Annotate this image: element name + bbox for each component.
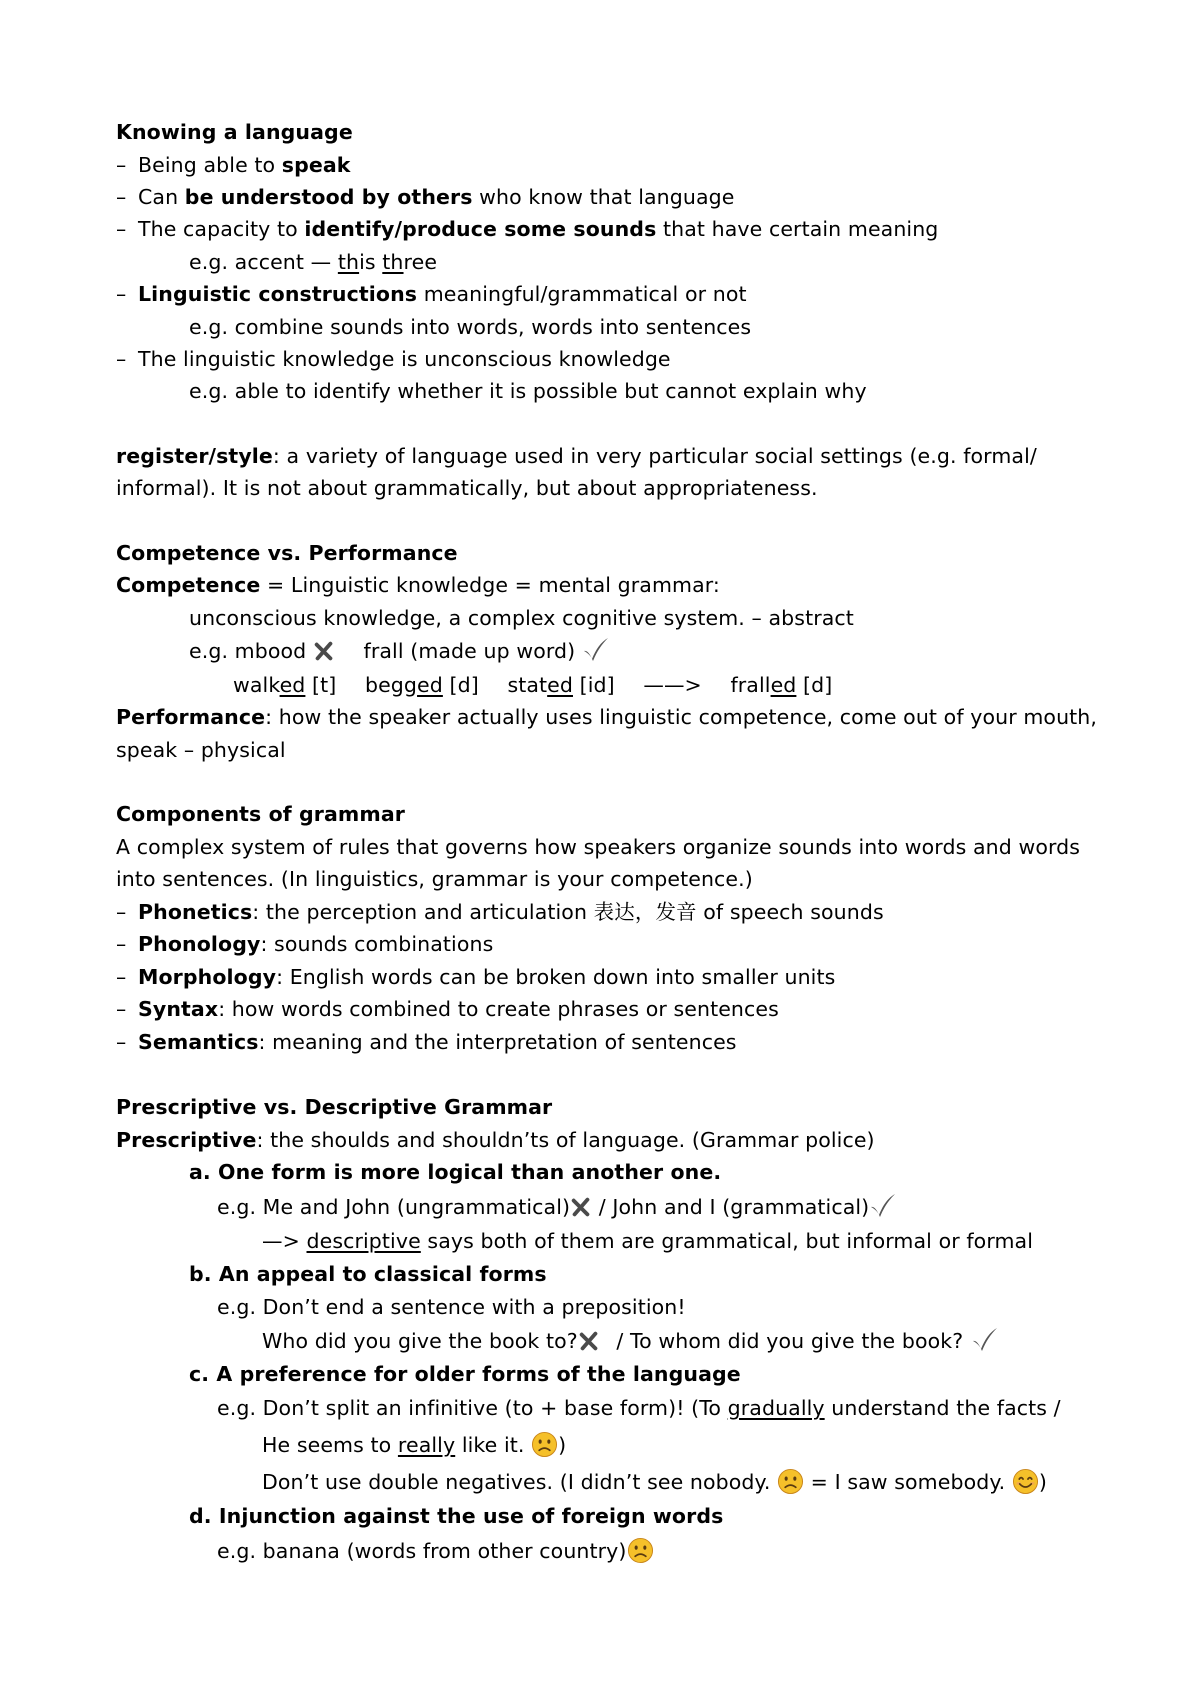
smile-face-icon: [1012, 1468, 1039, 1495]
performance-definition: Performance: how the speaker actually uses linguistic competence, come out of your mouth,: [116, 705, 1098, 729]
item-c: c. A preference for older forms of the language: [189, 1362, 741, 1386]
example-me-and-john: e.g. Me and John (ungrammatical) / John and I (grammatical): [217, 1191, 897, 1223]
register-definition: register/style: a variety of language used in very particular social settings (e.g. formal/: [116, 444, 1037, 468]
example-mbood: e.g. mbood frall (made up word): [189, 635, 610, 667]
cross-icon: [313, 640, 335, 662]
heading-prescriptive-descriptive: Prescriptive vs. Descriptive Grammar: [116, 1095, 553, 1119]
bullet-unconscious: – The linguistic knowledge is unconscious knowledge: [116, 347, 671, 371]
register-definition-cont: informal). It is not about grammatically, but about appropriateness.: [116, 476, 818, 500]
example-combine: e.g. combine sounds into words, words into sentences: [189, 315, 752, 339]
bullet-syntax: – Syntax: how words combined to create phrases or sentences: [116, 997, 779, 1021]
bullet-morphology: – Morphology: English words can be broken down into smaller units: [116, 965, 836, 989]
heading-knowing-a-language: Knowing a language: [116, 120, 353, 144]
example-past-tense: walked [t] begged [d] stated [id] ——> fralled [d]: [233, 673, 833, 697]
descriptive-note: —> descriptive says both of them are grammatical, but informal or formal: [262, 1229, 1034, 1253]
grammar-definition: A complex system of rules that governs how speakers organize sounds into words and words: [116, 835, 1081, 859]
example-who-whom: Who did you give the book to? / To whom did you give the book?: [262, 1325, 999, 1357]
performance-definition-cont: speak – physical: [116, 738, 286, 762]
example-infinitive: e.g. Don’t split an infinitive (to + base form)! (To gradually understand the facts /: [217, 1396, 1061, 1420]
heading-competence-performance: Competence vs. Performance: [116, 541, 458, 565]
bullet-phonetics: – Phonetics: the perception and articulation 表达，发音 of speech sounds: [116, 900, 884, 924]
frown-face-icon: [531, 1431, 558, 1458]
item-b: b. An appeal to classical forms: [189, 1262, 547, 1286]
frown-face-icon: [627, 1537, 654, 1564]
check-icon: [971, 1326, 999, 1352]
bullet-constructions: – Linguistic constructions meaningful/grammatical or not: [116, 282, 747, 306]
example-really: He seems to really like it. ): [262, 1433, 567, 1457]
item-d: d. Injunction against the use of foreign words: [189, 1504, 724, 1528]
cross-icon: [578, 1330, 600, 1352]
example-preposition: e.g. Don’t end a sentence with a preposition!: [217, 1295, 686, 1319]
example-identify: e.g. able to identify whether it is possible but cannot explain why: [189, 379, 867, 403]
check-icon: [582, 636, 610, 662]
bullet-speak: – Being able to speak: [116, 153, 351, 177]
bullet-phonology: – Phonology: sounds combinations: [116, 932, 494, 956]
frown-face-icon: [777, 1468, 804, 1495]
cross-icon: [570, 1196, 592, 1218]
bullet-understood: – Can be understood by others who know that language: [116, 185, 735, 209]
arrow: ——>: [643, 673, 702, 697]
prescriptive-definition: Prescriptive: the shoulds and shouldn’ts of language. (Grammar police): [116, 1128, 875, 1152]
bullet-sounds: – The capacity to identify/produce some sounds that have certain meaning: [116, 217, 939, 241]
check-icon: [869, 1192, 897, 1218]
example-accent: e.g. accent — this three: [189, 250, 438, 274]
heading-components-of-grammar: Components of grammar: [116, 802, 405, 826]
competence-desc: unconscious knowledge, a complex cognitive system. – abstract: [189, 606, 854, 630]
item-a: a. One form is more logical than another one.: [189, 1160, 722, 1184]
grammar-definition-cont: into sentences. (In linguistics, grammar is your competence.): [116, 867, 753, 891]
example-double-negatives: Don’t use double negatives. (I didn’t see nobody. = I saw somebody. ): [262, 1470, 1047, 1494]
competence-definition: Competence = Linguistic knowledge = mental grammar:: [116, 573, 720, 597]
bullet-semantics: – Semantics: meaning and the interpretation of sentences: [116, 1030, 737, 1054]
example-banana: e.g. banana (words from other country): [217, 1535, 654, 1567]
